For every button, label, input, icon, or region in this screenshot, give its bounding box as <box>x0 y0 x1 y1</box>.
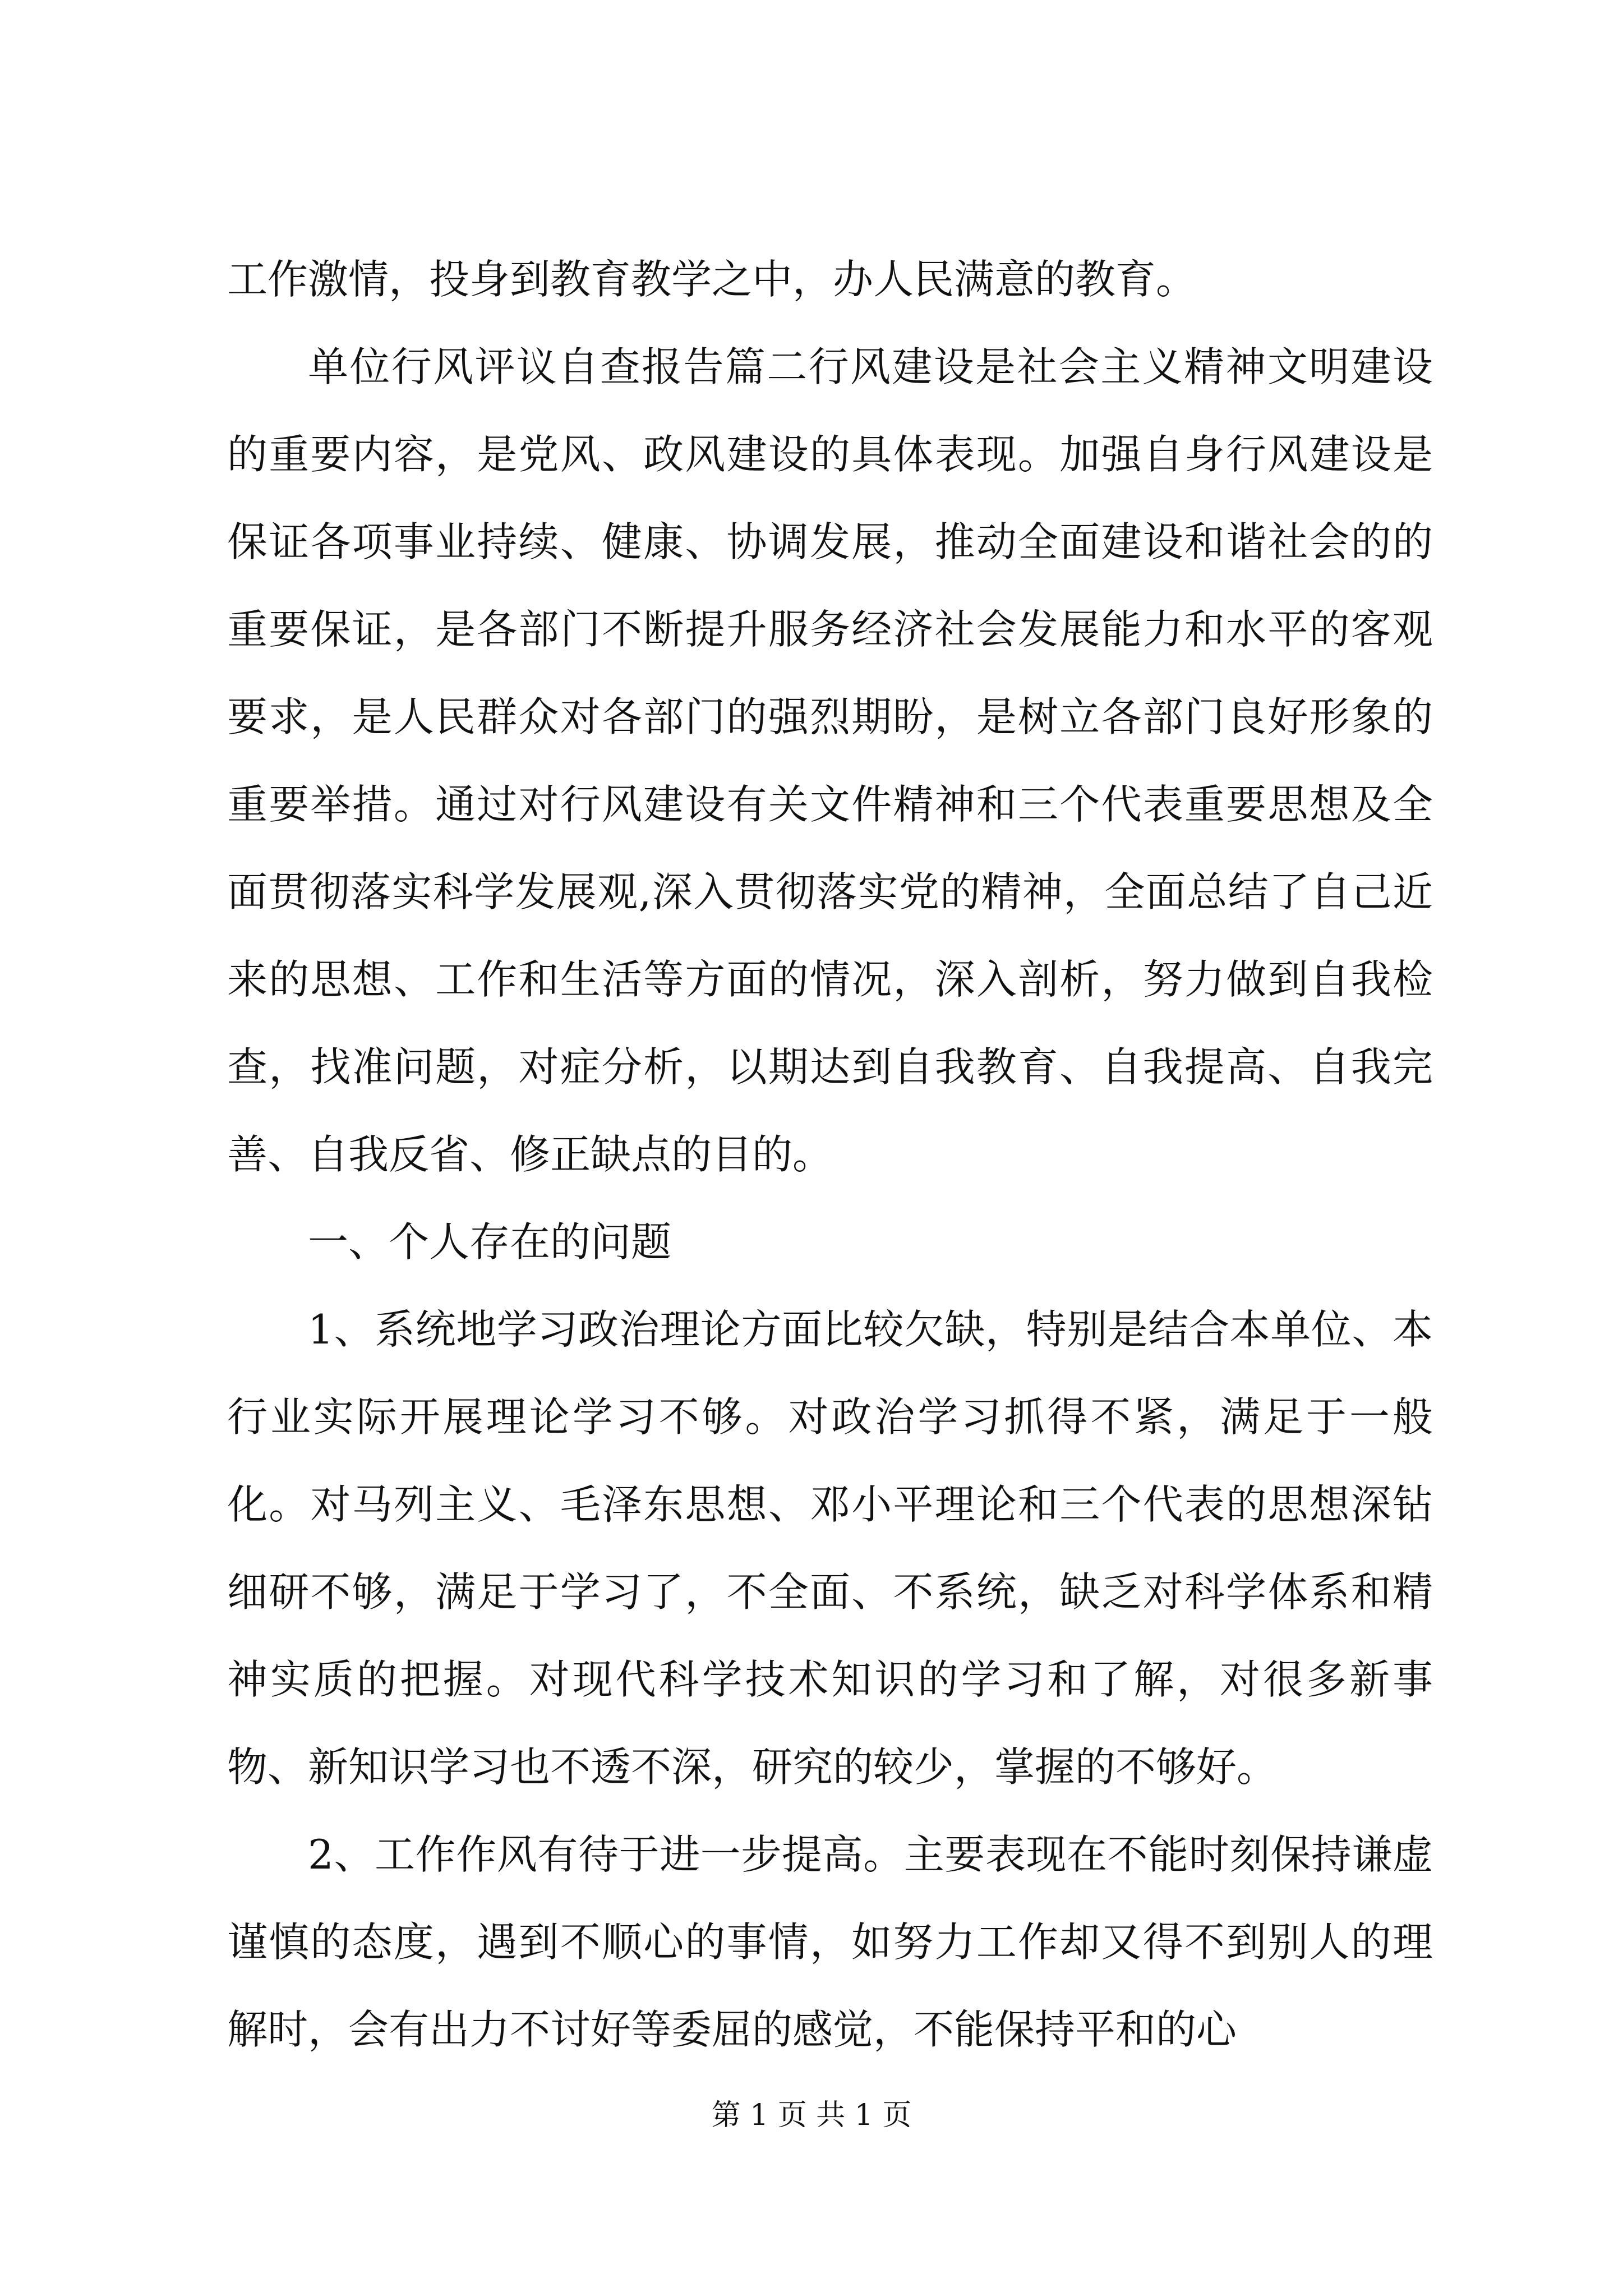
paragraph-item-2: 2、工作作风有待于进一步提高。主要表现在不能时刻保持谦虚谨慎的态度，遇到不顺心的事情，如努力工作却又得不到别人的理解时，会有出力不讨好等委屈的感觉，不能保持平和的心 <box>227 1831 1433 2053</box>
document-body <box>227 236 1433 2073</box>
page-number-footer: 第 1 页 共 1 页 <box>711 2099 912 2132</box>
section-heading: 一、个人存在的问题 <box>308 1218 672 1266</box>
paragraph-item-1: 1、系统地学习政治理论方面比较欠缺，特别是结合本单位、本行业实际开展理论学习不够。对政治学习抓得不紧，满足于一般化。对马列主义、毛泽东思想、邓小平理论和三个代表的思想深钻细研不够，满足于学习了，不全面、不系统，缺乏对科学体系和精神实质的把握。对现代科学技术知识的学习和了解，对很多新事物、新知识学习也不透不深，研究的较少，掌握的不够好。 <box>227 1306 1433 1791</box>
paragraph-report-intro: 单位行风评议自查报告篇二行风建设是社会主义精神文明建设的重要内容，是党风、政风建设的具体表现。加强自身行风建设是保证各项事业持续、健康、协调发展，推动全面建设和谐社会的的重要保证，是各部门不断提升服务经济社会发展能力和水平的客观要求，是人民群众对各部门的强烈期盼，是树立各部门良好形象的重要举措。通过对行风建设有关文件精神和三个代表重要思想及全面贯彻落实科学发展观,深入贯彻落实党的精神，全面总结了自己近来的思想、工作和生活等方面的情况，深入剖析，努力做到自我检查，找准问题，对症分析，以期达到自我教育、自我提高、自我完善、自我反省、修正缺点的目的。 <box>227 343 1433 1178</box>
paragraph-continuation: 工作激情，投身到教育教学之中，办人民满意的教育。 <box>227 256 1197 303</box>
